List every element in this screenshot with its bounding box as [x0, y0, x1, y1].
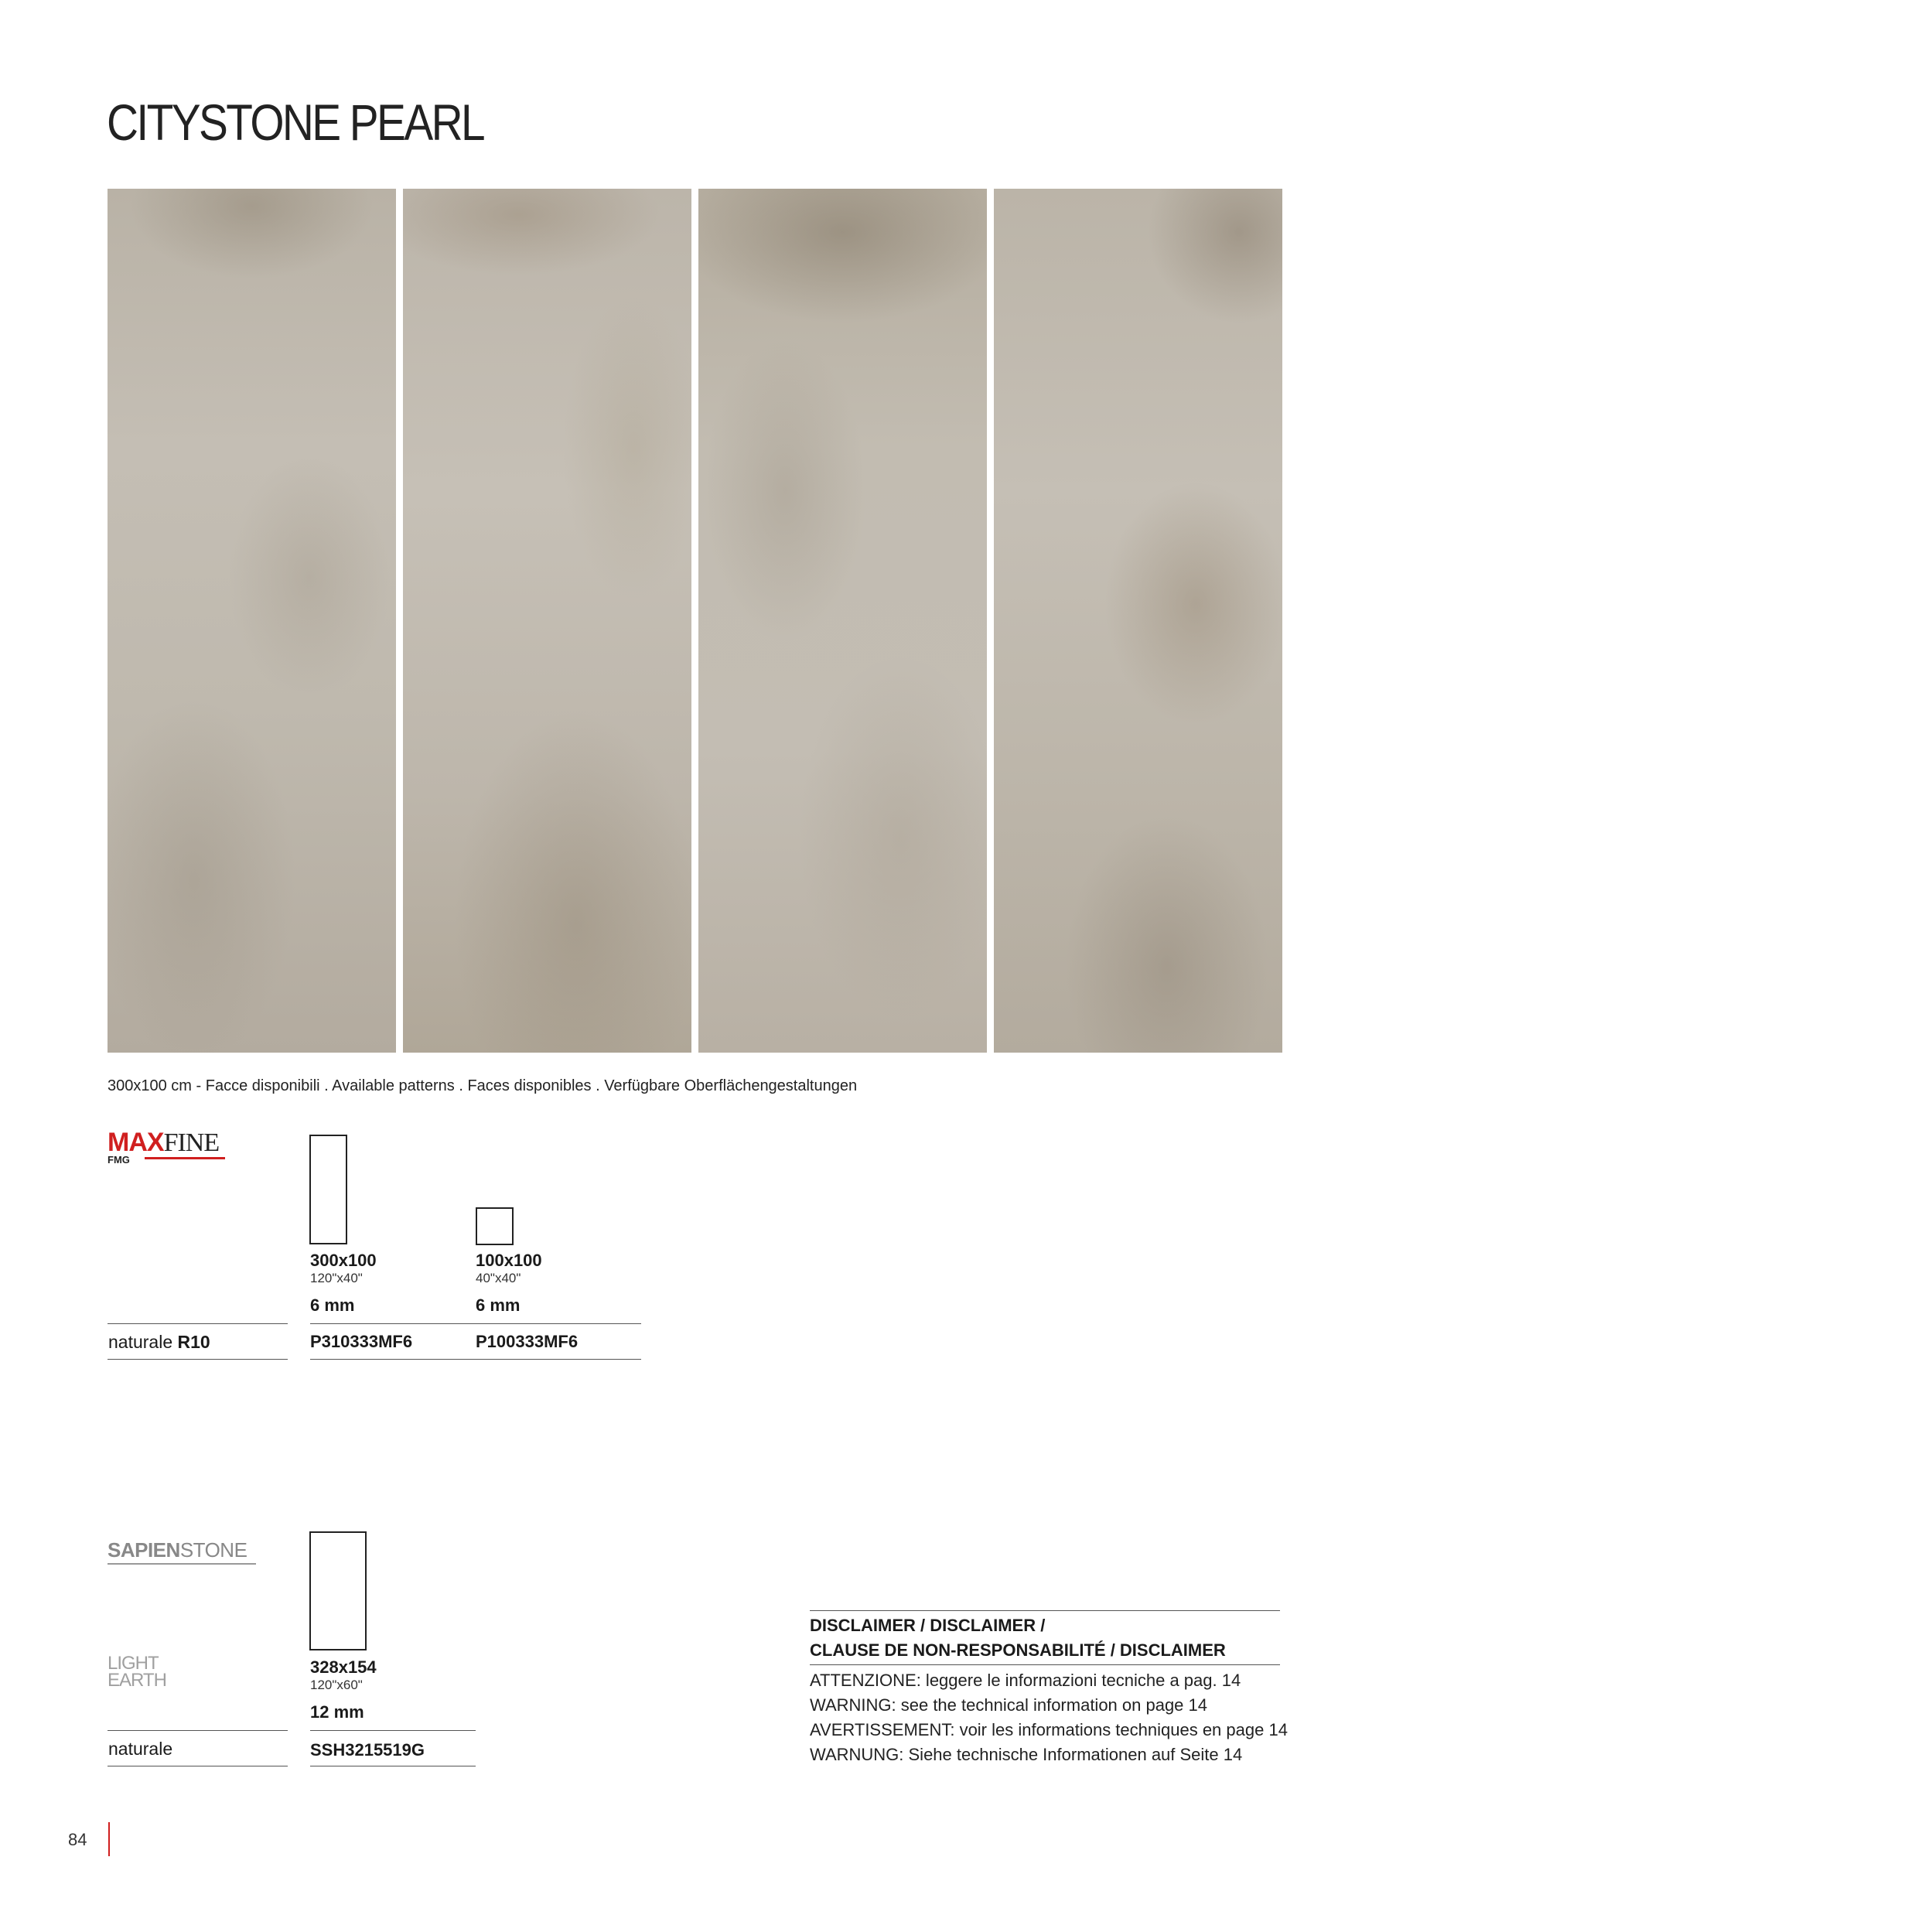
format-inches: 120"x60" — [310, 1678, 363, 1692]
disclaimer-title-rule — [810, 1664, 1280, 1665]
tile-pattern-4-image — [994, 189, 1282, 1053]
sapienstone-logo-light: STONE — [179, 1538, 247, 1562]
divider — [108, 1730, 288, 1731]
maxfine-logo-fmg: FMG — [108, 1154, 130, 1166]
format-inches: 120"x40" — [310, 1271, 363, 1285]
format-size: 100x100 — [476, 1251, 542, 1270]
format-328x154-shape-icon — [309, 1531, 367, 1650]
disclaimer-line: WARNUNG: Siehe technische Informationen auf Seite 14 — [810, 1745, 1243, 1764]
format-300x100-shape-icon — [309, 1135, 347, 1244]
product-code: SSH3215519G — [310, 1740, 425, 1760]
disclaimer-line: ATTENZIONE: leggere le informazioni tecniche a pag. 14 — [810, 1671, 1241, 1690]
sapienstone-logo-rule — [108, 1563, 256, 1565]
page-number-bar — [108, 1822, 110, 1856]
format-thickness: 6 mm — [310, 1295, 355, 1315]
format-inches: 40"x40" — [476, 1271, 521, 1285]
divider — [310, 1359, 641, 1360]
format-size: 328x154 — [310, 1657, 377, 1677]
disclaimer-line: AVERTISSEMENT: voir les informations techniques en page 14 — [810, 1720, 1288, 1739]
finish-label: naturale — [108, 1739, 173, 1759]
product-code: P310333MF6 — [310, 1332, 413, 1351]
tile-pattern-3-image — [698, 189, 987, 1053]
format-size: 300x100 — [310, 1251, 377, 1270]
format-thickness: 12 mm — [310, 1702, 364, 1722]
format-100x100-shape-icon — [476, 1207, 514, 1245]
divider — [108, 1359, 288, 1360]
finish-label: naturale R10 — [108, 1332, 210, 1352]
sapienstone-logo-bold: SAPIEN — [108, 1538, 180, 1562]
product-code: P100333MF6 — [476, 1332, 579, 1351]
tile-pattern-1-image — [108, 189, 396, 1053]
disclaimer-line: WARNING: see the technical information on page 14 — [810, 1695, 1208, 1715]
divider — [108, 1323, 288, 1324]
sapienstone-subtitle: LIGHT EARTH — [108, 1653, 166, 1691]
maxfine-logo-bar — [145, 1157, 225, 1159]
sapienstone-logo — [108, 1538, 247, 1562]
format-thickness: 6 mm — [476, 1295, 521, 1315]
page-title: CITYSTONE PEARL — [107, 94, 484, 151]
maxfine-logo — [108, 1128, 220, 1166]
disclaimer-title: DISCLAIMER / DISCLAIMER / CLAUSE DE NON-RESPONSABILITÉ / DISCLAIMER — [810, 1616, 1226, 1660]
divider — [310, 1323, 641, 1324]
maxfine-logo-fine: FINE — [163, 1128, 220, 1157]
disclaimer-top-rule — [810, 1610, 1280, 1611]
tile-pattern-2-image — [403, 189, 691, 1053]
maxfine-logo-max: MAX — [108, 1128, 164, 1157]
patterns-caption: 300x100 cm - Facce disponibili . Available patterns . Faces disponibles . Verfügbare Oberflächengestaltungen — [108, 1077, 858, 1094]
page-number: 84 — [68, 1830, 87, 1849]
divider — [310, 1730, 476, 1731]
